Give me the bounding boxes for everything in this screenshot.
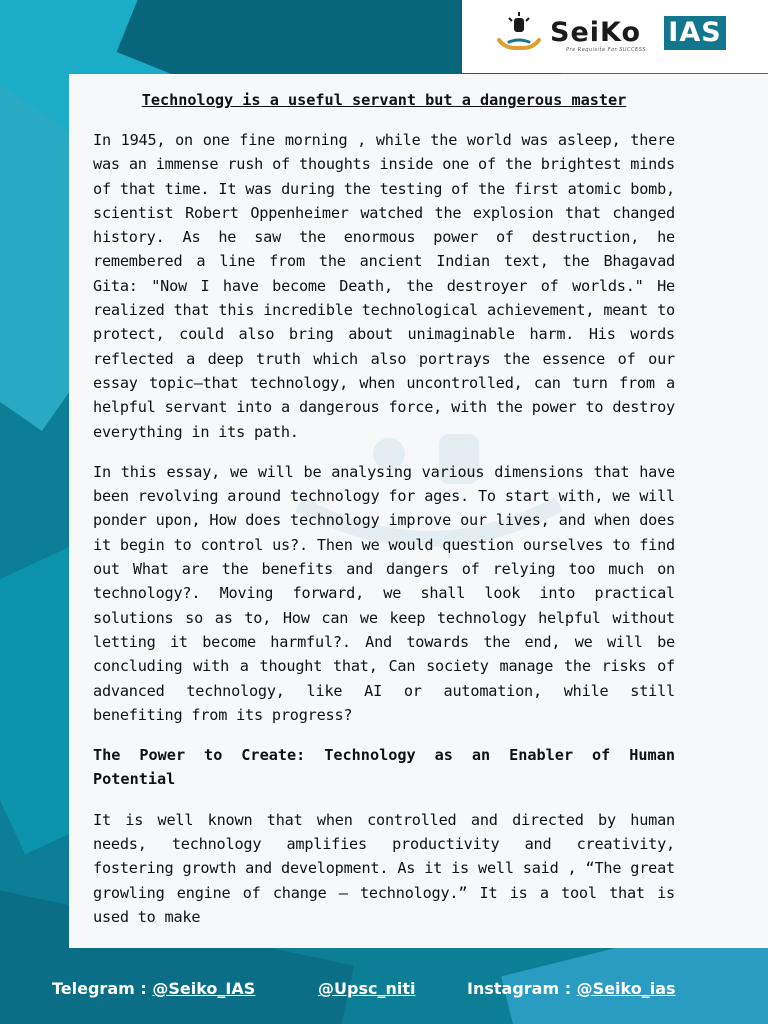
hands-lightbulb-icon bbox=[495, 12, 543, 54]
channel-contact bbox=[318, 979, 415, 998]
brand-suffix-badge: IAS bbox=[664, 16, 726, 50]
essay-content bbox=[93, 88, 675, 945]
essay-paragraph: In 1945, on one fine morning , while the world was asleep, there was an immense rush of thoughts inside one of the brightest minds of that time. It was during the testing of the first atomic bomb, scientist Robert Oppenheimer watched the explosion that changed history. As he saw the enormous power of destruction, he remembered a line from the ancient Indian text, the Bhagavad Gita: "Now I have become Death, the destroyer of worlds." He realized that this incredible technological achievement, meant to protect, could also bring about unimaginable harm. His words reflected a deep truth which also portrays the essence of our essay topic—that technology, when uncontrolled, can turn from a helpful servant into a dangerous force, with the power to destroy everything in its path. bbox=[93, 131, 675, 441]
section-heading: The Power to Create: Technology as an Enabler of Human Potential bbox=[93, 746, 675, 789]
brand-name: SeiKo bbox=[550, 17, 642, 48]
essay-title: Technology is a useful servant but a dangerous master bbox=[141, 91, 627, 109]
telegram-contact bbox=[52, 979, 255, 998]
essay-paragraph: In this essay, we will be analysing various dimensions that have been revolving around technology for ages. To start with, we will ponder upon, How does technology improve our lives, and when does it begin to control us?. Then we would question ourselves to find out What are the benefits and dangers of relying too much on technology?. Moving forward, we shall look into practical solutions so as to, How can we keep technology helpful without letting it become harmful?. And towards the end, we will be concluding with a thought that, Can society manage the risks of advanced technology, like AI or automation, while still benefiting from its progress? bbox=[93, 462, 675, 724]
telegram-label: Telegram : bbox=[52, 979, 147, 998]
instagram-label: Instagram : bbox=[467, 979, 572, 998]
channel-handle-link[interactable]: @Upsc_niti bbox=[318, 979, 416, 998]
telegram-handle-link[interactable]: @Seiko_IAS bbox=[152, 979, 256, 998]
brand-logo bbox=[462, 0, 768, 73]
essay-paragraph: It is well known that when controlled and directed by human needs, technology amplifies productivity and creativity, fostering growth and development. As it is well said , “The great growling engine of change – technology.” It is a tool that is used to make bbox=[93, 810, 675, 926]
instagram-contact bbox=[467, 979, 676, 998]
footer-social-bar bbox=[0, 967, 768, 1011]
document-page bbox=[69, 74, 768, 948]
instagram-handle-link[interactable]: @Seiko_ias bbox=[576, 979, 676, 998]
brand-tagline: Pre Requisite For SUCCESS bbox=[566, 47, 646, 53]
